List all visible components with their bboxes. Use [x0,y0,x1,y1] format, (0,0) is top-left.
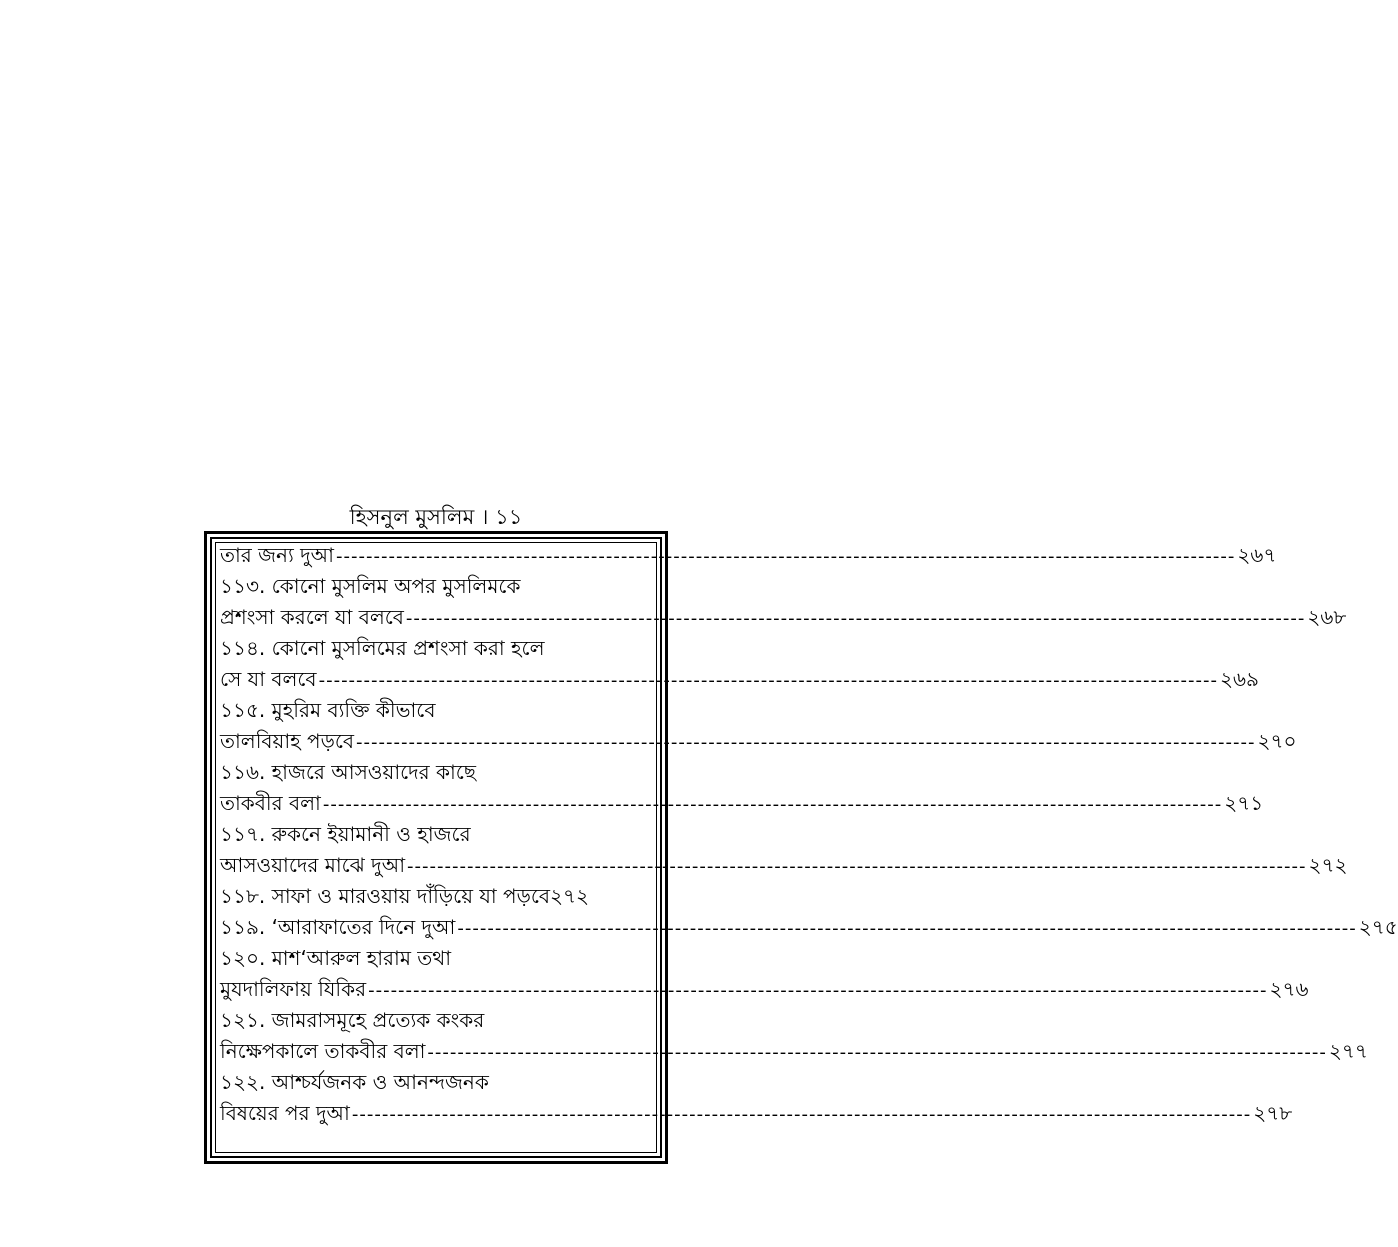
table-of-contents [220,540,1398,1129]
toc-page-number: ২৭৭ [1328,1039,1368,1063]
toc-dot-leader: ------------------------------------------------------------------------------------------------------------------------ [405,608,1306,629]
toc-entry [220,1098,1293,1129]
toc-entry-title: ১১৮. সাফা ও মারওয়ায় দাঁড়িয়ে যা পড়বে [220,884,551,908]
toc-entry-title: ১২২. আশ্চর্যজনক ও আনন্দজনক [220,1070,489,1094]
toc-entry [220,1036,1368,1067]
toc-dot-leader: ------------------------------------------------------------------------------------------------------------------------ [322,794,1223,815]
toc-entry [220,912,1398,943]
toc-entry [220,1005,600,1036]
toc-entry [220,664,1259,695]
toc-entry-title: নিক্ষেপকালে তাকবীর বলা [220,1039,426,1063]
toc-page-number: ২৭১ [1224,791,1264,815]
toc-entry-title: তাকবীর বলা [220,791,321,815]
toc-entry [220,819,600,850]
toc-entry-title: প্রশংসা করলে যা বলবে [220,605,404,629]
toc-page-number: ২৭৬ [1269,977,1309,1001]
toc-dot-leader: ------------------------------------------------------------------------------------------------------------------------ [356,732,1256,753]
toc-entry-title: ১১৬. হাজরে আসওয়াদের কাছে [220,760,476,784]
toc-dot-leader: ------------------------------------------------------------------------------------------------------------------------ [427,1042,1327,1063]
toc-page-number: ২৭২ [1308,853,1348,877]
toc-entry [220,540,1277,571]
toc-entry [220,974,1309,1005]
toc-dot-leader: ------------------------------------------------------------------------------------------------------------------------ [336,546,1236,567]
toc-dot-leader: ------------------------------------------------------------------------------------------------------------------------ [318,670,1218,691]
toc-page-number: ২৭৮ [1253,1101,1293,1125]
toc-dot-leader: ------------------------------------------------------------------------------------------------------------------------ [407,856,1307,877]
toc-entry-title: সে যা বলবে [220,667,317,691]
toc-entry [220,850,1348,881]
toc-dot-leader: ------------------------------------------------------------------------------------------------------------------------ [457,918,1357,939]
toc-entry-title: আসওয়াদের মাঝে দুআ [220,853,406,877]
toc-page-number: ২৬৮ [1307,605,1347,629]
toc-entry-title: তালবিয়াহ পড়বে [220,729,355,753]
toc-entry-title: ১১৩. কোনো মুসলিম অপর মুসলিমকে [220,574,521,598]
toc-entry [220,788,1264,819]
toc-entry-title: ১২০. মাশ‘আরুল হারাম তথা [220,946,452,970]
toc-dot-leader: ------------------------------------------------------------------------------------------------------------------------ [368,980,1268,1001]
toc-page-number: ২৬৯ [1220,667,1259,691]
toc-entry [220,695,600,726]
toc-entry [220,602,1347,633]
toc-entry [220,757,600,788]
toc-entry-title: তার জন্য দুআ [220,543,334,567]
toc-entry [220,633,600,664]
toc-page-number: ২৭০ [1257,729,1297,753]
toc-dot-leader: ------------------------------------------------------------------------------------------------------------------------ [351,1104,1252,1125]
toc-entry [220,726,1297,757]
toc-entry [220,881,600,912]
page-header: হিসনুল মুসলিম । ১১ [349,505,523,529]
toc-page-number: ২৭২ [550,884,590,908]
toc-entry-title: ১১৫. মুহরিম ব্যক্তি কীভাবে [220,698,436,722]
toc-page-number: ২৬৭ [1237,543,1277,567]
toc-entry-title: বিষয়ের পর দুআ [220,1101,350,1125]
toc-entry-title: ১১৪. কোনো মুসলিমের প্রশংসা করা হলে [220,636,545,660]
toc-entry [220,571,600,602]
toc-entry [220,943,600,974]
toc-entry-title: ১১৯. ‘আরাফাতের দিনে দুআ [220,915,456,939]
toc-entry-title: ১২১. জামরাসমূহে প্রত্যেক কংকর [220,1008,485,1032]
toc-entry-title: ১১৭. রুকনে ইয়ামানী ও হাজরে [220,822,471,846]
toc-page-number: ২৭৫ [1358,915,1398,939]
toc-entry-title: মুযদালিফায় যিকির [220,977,367,1001]
toc-entry [220,1067,600,1098]
